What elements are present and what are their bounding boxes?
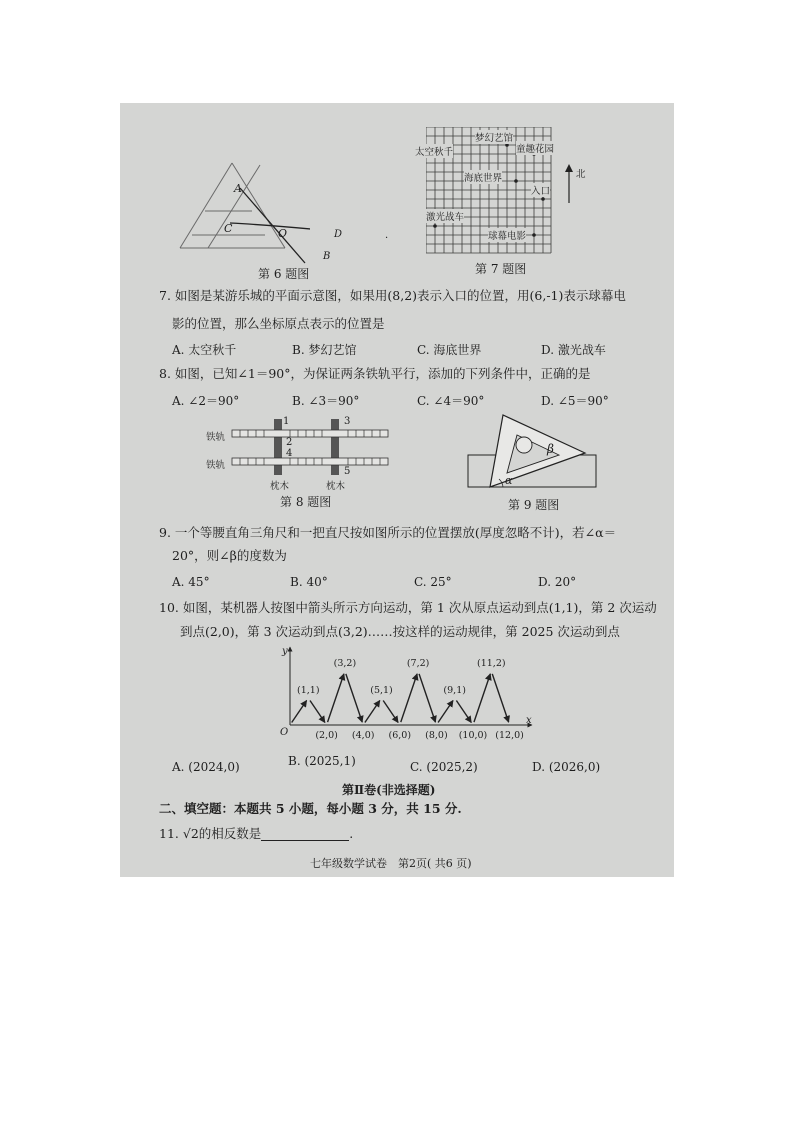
point-label-9: (9,1) <box>443 685 466 696</box>
robot-path-chart <box>270 643 540 753</box>
question-10-line-1: 10. 如图，某机器人按图中箭头所示方向运动，第 1 次从原点运动到点(1,1)，第 2 次运动 <box>159 600 657 615</box>
alpha-label: α <box>505 474 513 487</box>
point-label-2: (2,0) <box>315 730 338 741</box>
question-11-root: √2 <box>182 826 199 841</box>
place-entrance: 入口 <box>531 183 550 197</box>
north-arrow-icon <box>564 163 574 205</box>
question-9-option-a: A. 45° <box>172 575 210 589</box>
place-dome-cinema: 球幕电影 <box>488 228 526 242</box>
figure-6-diagram <box>170 153 310 268</box>
label-C: C <box>224 222 233 235</box>
angle-4-label: 4 <box>286 448 293 459</box>
place-ocean-world: 海底世界 <box>464 170 502 184</box>
question-7-option-b: B. 梦幻艺馆 <box>292 343 357 357</box>
question-11 <box>159 827 353 841</box>
question-9-option-b: B. 40° <box>290 575 328 589</box>
question-10-option-c: C. (2025,2) <box>410 760 478 774</box>
page-footer: 七年级数学试卷 第2页( 共6 页) <box>310 857 472 870</box>
point-label-7: (7,2) <box>406 658 430 669</box>
path-segment-10 <box>456 700 471 722</box>
point-label-3: (3,2) <box>333 658 357 669</box>
question-8-option-c: C. ∠4＝90° <box>417 394 485 408</box>
figure-9-caption: 第 9 题图 <box>508 498 560 512</box>
place-fairy-garden: 童趣花园 <box>516 141 554 155</box>
answer-blank <box>261 829 349 841</box>
rail-label-top: 铁轨 <box>206 432 226 443</box>
origin-label: O <box>280 727 289 738</box>
beta-label: β <box>547 442 554 456</box>
question-7-line-2: 影的位置，那么坐标原点表示的位置是 <box>172 316 385 331</box>
point-label-4: (4,0) <box>351 730 375 741</box>
fill-in-section-heading: 二、填空题：本题共 5 小题，每小题 3 分，共 15 分. <box>159 801 462 816</box>
figure-7-caption: 第 7 题图 <box>475 262 527 276</box>
question-10-option-b: B. (2025,1) <box>288 754 356 768</box>
point-label-11: (11,2) <box>477 658 506 669</box>
path-segment-12 <box>492 674 508 722</box>
figure-6-caption: 第 6 题图 <box>258 267 310 281</box>
question-7-line-1: 7. 如图是某游乐城的平面示意图，如果用(8,2)表示入口的位置，用(6,-1)表示球幕电 <box>159 288 626 303</box>
path-segment-3 <box>328 674 344 722</box>
rail-label-bottom: 铁轨 <box>206 460 226 471</box>
place-space-swing: 太空秋千 <box>415 144 453 158</box>
question-11-text: 的相反数是 <box>198 826 262 841</box>
sleeper-label-right: 枕木 <box>326 481 346 492</box>
path-segment-5 <box>365 700 380 722</box>
part-2-title: 第Ⅱ卷(非选择题) <box>342 783 436 797</box>
point-label-12: (12,0) <box>495 730 524 741</box>
figure-9-triangle-ruler <box>463 411 603 493</box>
path-segment-8 <box>419 674 435 722</box>
label-B: B <box>323 251 331 262</box>
exam-page <box>120 103 674 877</box>
path-segment-11 <box>474 674 490 722</box>
label-A: A <box>234 182 242 195</box>
question-7-option-a: A. 太空秋千 <box>172 343 237 357</box>
question-10-option-d: D. (2026,0) <box>532 760 601 774</box>
y-axis-label: y <box>282 646 288 657</box>
point-label-5: (5,1) <box>370 685 393 696</box>
path-segment-4 <box>346 674 362 722</box>
label-O: O <box>278 227 288 240</box>
point-label-8: (8,0) <box>425 730 448 741</box>
question-8-option-a: A. ∠2＝90° <box>172 394 240 408</box>
question-9-option-c: C. 25° <box>414 575 452 589</box>
question-7-option-d: D. 激光战车 <box>541 343 606 357</box>
angle-3-label: 3 <box>344 416 351 427</box>
path-segment-6 <box>383 700 398 722</box>
path-segment-2 <box>310 700 325 722</box>
sleeper-label-left: 枕木 <box>270 481 290 492</box>
question-11-end: . <box>349 826 354 841</box>
path-segment-1 <box>292 700 307 722</box>
question-7-option-c: C. 海底世界 <box>417 343 482 357</box>
figure-8-caption: 第 8 题图 <box>280 495 332 509</box>
label-D: D <box>334 229 343 240</box>
point-label-10: (10,0) <box>458 730 488 741</box>
angle-2-label: 2 <box>286 437 293 448</box>
angle-5-label: 5 <box>344 466 351 477</box>
question-8-option-b: B. ∠3＝90° <box>292 394 360 408</box>
question-9-line-1: 9. 一个等腰直角三角尺和一把直尺按如图所示的位置摆放(厚度忽略不计)，若∠α＝ <box>159 525 617 540</box>
path-segment-7 <box>401 674 417 722</box>
question-10-line-2: 到点(2,0)，第 3 次运动到点(3,2)……按这样的运动规律，第 2025 次运动到点 <box>180 624 620 639</box>
figure-8-railway-diagram <box>230 417 390 479</box>
question-9-option-d: D. 20° <box>538 575 577 589</box>
angle-1-label: 1 <box>283 416 290 427</box>
question-10-option-a: A. (2024,0) <box>172 760 240 774</box>
question-8-option-d: D. ∠5＝90° <box>541 394 609 408</box>
north-label: 北 <box>576 169 586 180</box>
place-dream-hall: 梦幻艺馆 <box>475 130 513 144</box>
path-segment-9 <box>438 700 453 722</box>
dot-mark: · <box>385 233 389 244</box>
place-laser-tank: 激光战车 <box>426 209 464 223</box>
question-9-line-2: 20°，则∠β的度数为 <box>172 548 287 563</box>
point-label-1: (1,1) <box>297 685 320 696</box>
question-8-text: 8. 如图，已知∠1＝90°，为保证两条铁轨平行，添加的下列条件中，正确的是 <box>159 366 591 381</box>
point-label-6: (6,0) <box>388 730 412 741</box>
question-11-number: 11. <box>159 826 183 841</box>
x-axis-label: x <box>526 715 532 726</box>
